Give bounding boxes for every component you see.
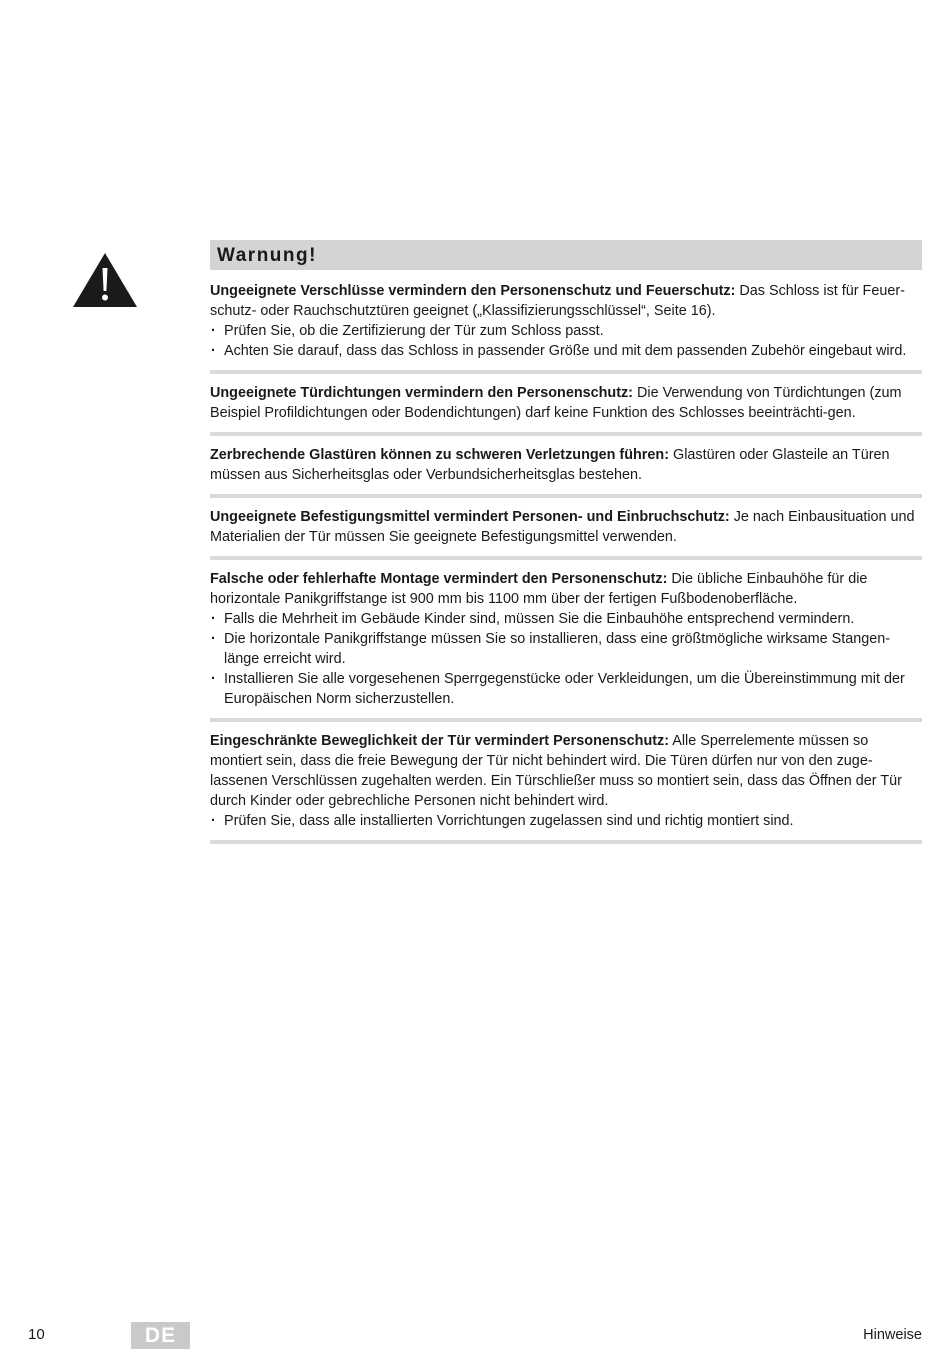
warning-triangle-icon — [72, 252, 138, 308]
warning-section-mobility — [210, 731, 922, 844]
chapter-title: Hinweise — [863, 1327, 922, 1343]
section-paragraph — [210, 569, 922, 609]
section-text: Je nach Einbausituation und Materialien der Tür müssen Sie geeignete Befestigungsmittel verwenden. — [210, 509, 915, 545]
warning-title: Warnung! — [210, 240, 922, 270]
section-text: Die übliche Einbauhöhe für die horizontale Panikgriffstange ist 900 mm bis 1100 mm über der fertigen Fußbodenoberfläche. — [210, 571, 868, 607]
section-title: Ungeeignete Verschlüsse vermindern den Personenschutz und Feuerschutz: — [210, 283, 736, 299]
section-text: Die Verwendung von Türdichtungen (zum Beispiel Profildichtungen oder Bodendichtungen) darf keine Funktion des Schlosses beeinträchti-gen. — [210, 385, 902, 421]
section-title: Ungeeignete Türdichtungen vermindern den Personenschutz: — [210, 385, 633, 401]
section-text: Das Schloss ist für Feuer-schutz- oder Rauchschutztüren geeignet („Klassifizierungsschlüssel“, Seite 16). — [210, 283, 905, 319]
language-badge: DE — [131, 1322, 190, 1349]
section-paragraph — [210, 445, 922, 485]
warning-content — [210, 240, 922, 853]
section-paragraph — [210, 507, 922, 547]
list-item: · Die horizontale Panikgriffstange müssen Sie so installieren, dass eine größtmögliche wirksame Stangen-länge erreicht wird. — [210, 629, 922, 669]
list-item: · Prüfen Sie, ob die Zertifizierung der Tür zum Schloss passt. — [210, 321, 922, 341]
section-text: Glastüren oder Glasteile an Türen müssen aus Sicherheitsglas oder Verbundsicherheitsglas bestehen. — [210, 447, 890, 483]
bullet-list — [210, 321, 922, 361]
list-item: · Prüfen Sie, dass alle installierten Vorrichtungen zugelassen sind und richtig montiert sind. — [210, 811, 922, 831]
warning-section-fasteners — [210, 507, 922, 560]
list-item: · Falls die Mehrheit im Gebäude Kinder sind, müssen Sie die Einbauhöhe entsprechend vermindern. — [210, 609, 922, 629]
warning-section-seals — [210, 383, 922, 436]
section-paragraph — [210, 383, 922, 423]
bullet-list — [210, 811, 922, 831]
list-item: · Installieren Sie alle vorgesehenen Sperrgegenstücke oder Verkleidungen, um die Übereinstimmung mit der Europäischen Norm sicherzustellen. — [210, 669, 922, 709]
page-number: 10 — [28, 1326, 45, 1343]
list-item: · Achten Sie darauf, dass das Schloss in passender Größe und mit dem passenden Zubehör eingebaut wird. — [210, 341, 922, 361]
section-title: Ungeeignete Befestigungsmittel vermindert Personen- und Einbruchschutz: — [210, 509, 730, 525]
section-title: Falsche oder fehlerhafte Montage vermindert den Personenschutz: — [210, 571, 668, 587]
warning-section-closures — [210, 281, 922, 374]
warning-section-glass — [210, 445, 922, 498]
section-paragraph — [210, 281, 922, 321]
warning-section-installation — [210, 569, 922, 722]
section-paragraph — [210, 731, 922, 811]
bullet-list — [210, 609, 922, 709]
section-title: Eingeschränkte Beweglichkeit der Tür vermindert Personenschutz: — [210, 733, 670, 749]
section-text: Alle Sperrelemente müssen so montiert sein, dass die freie Bewegung der Tür nicht behindert wird. Die Türen dürfen nur von den zuge-lassenen Verschlüssen zugehalten werden. Ein Türschließer muss so montiert sein, dass das Öffnen der Tür durch Kinder oder gebrechliche Personen nicht behindert wird. — [210, 733, 902, 809]
section-title: Zerbrechende Glastüren können zu schweren Verletzungen führen: — [210, 447, 669, 463]
